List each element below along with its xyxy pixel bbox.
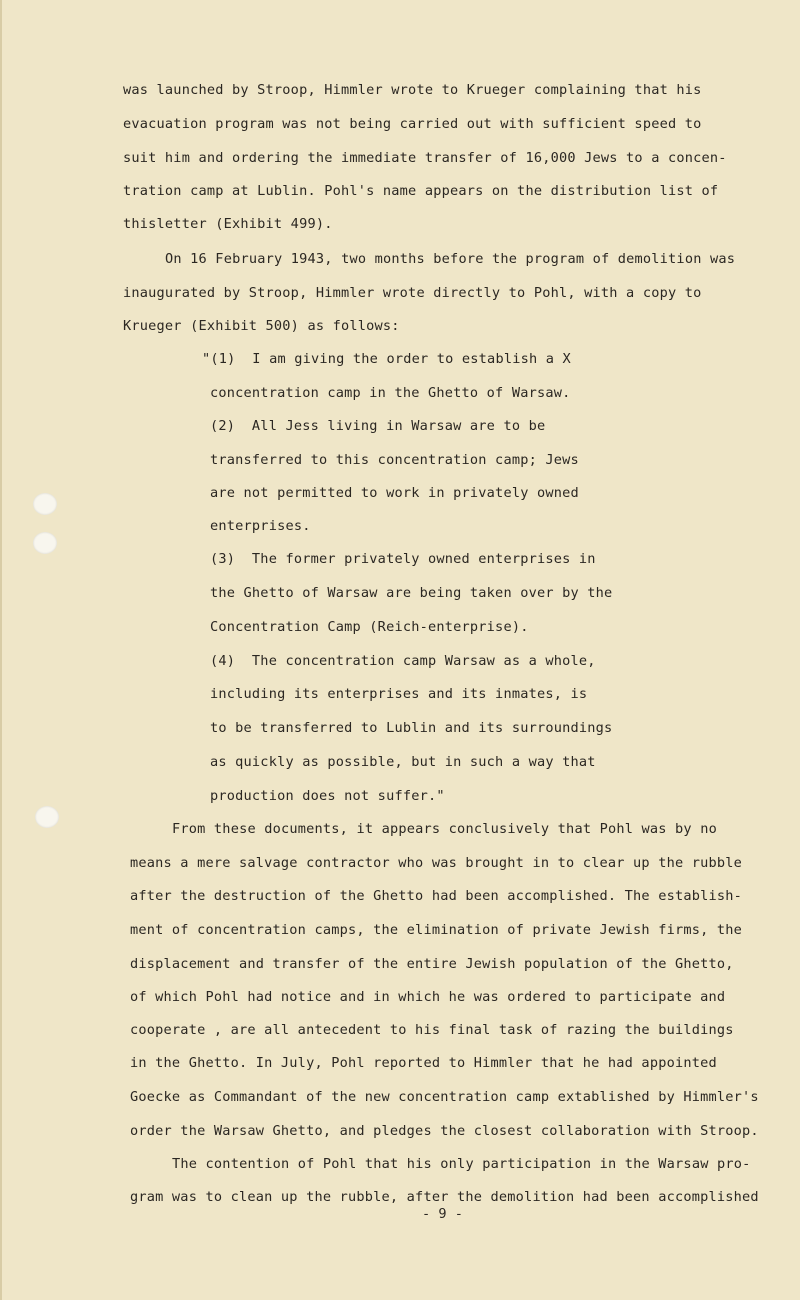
- quote-line: production does not suffer.": [210, 788, 445, 804]
- quote-line: to be transferred to Lublin and its surroundings: [210, 720, 613, 736]
- text-line: means a mere salvage contractor who was brought in to clear up the rubble: [130, 855, 743, 871]
- quote-line: "(1) I am giving the order to establish a X: [202, 351, 571, 367]
- text-line: From these documents, it appears conclusively that Pohl was by no: [172, 821, 717, 837]
- text-line: Krueger (Exhibit 500) as follows:: [123, 318, 400, 334]
- text-line: tration camp at Lublin. Pohl's name appears on the distribution list of: [123, 183, 719, 199]
- text-line: evacuation program was not being carried out with sufficient speed to: [123, 116, 702, 132]
- text-line: after the destruction of the Ghetto had been accomplished. The establish-: [130, 888, 743, 904]
- text-line: inaugurated by Stroop, Himmler wrote directly to Pohl, with a copy to: [123, 285, 702, 301]
- quote-line: as quickly as possible, but in such a way that: [210, 754, 596, 770]
- text-line: in the Ghetto. In July, Pohl reported to Himmler that he had appointed: [130, 1055, 717, 1071]
- punch-hole: [35, 806, 59, 828]
- text-line: suit him and ordering the immediate transfer of 16,000 Jews to a concen-: [123, 150, 727, 166]
- text-line: Goecke as Commandant of the new concentration camp extablished by Himmler's: [130, 1089, 759, 1105]
- quote-line: transferred to this concentration camp; Jews: [210, 452, 579, 468]
- text-line: thisletter (Exhibit 499).: [123, 216, 333, 232]
- text-line: displacement and transfer of the entire Jewish population of the Ghetto,: [130, 956, 734, 972]
- quote-line: concentration camp in the Ghetto of Warsaw.: [210, 385, 571, 401]
- text-line: The contention of Pohl that his only participation in the Warsaw pro-: [172, 1156, 751, 1172]
- text-line: gram was to clean up the rubble, after the demolition had been accomplished: [130, 1189, 759, 1205]
- quote-line: the Ghetto of Warsaw are being taken over by the: [210, 585, 613, 601]
- text-line: of which Pohl had notice and in which he was ordered to participate and: [130, 989, 726, 1005]
- text-line: was launched by Stroop, Himmler wrote to Krueger complaining that his: [123, 82, 702, 98]
- punch-hole: [33, 532, 57, 554]
- quote-line: (4) The concentration camp Warsaw as a whole,: [210, 653, 596, 669]
- text-line: order the Warsaw Ghetto, and pledges the closest collaboration with Stroop.: [130, 1123, 759, 1139]
- page-number: - 9 -: [422, 1206, 463, 1222]
- quote-line: Concentration Camp (Reich-enterprise).: [210, 619, 529, 635]
- text-line: On 16 February 1943, two months before the program of demolition was: [165, 251, 736, 267]
- punch-hole: [33, 493, 57, 515]
- quote-line: (2) All Jess living in Warsaw are to be: [210, 418, 546, 434]
- quote-line: including its enterprises and its inmates, is: [210, 686, 588, 702]
- quote-line: (3) The former privately owned enterprises in: [210, 551, 596, 567]
- quote-line: enterprises.: [210, 518, 311, 534]
- text-line: cooperate , are all antecedent to his final task of razing the buildings: [130, 1022, 734, 1038]
- quote-line: are not permitted to work in privately owned: [210, 485, 579, 501]
- text-line: ment of concentration camps, the elimination of private Jewish firms, the: [130, 922, 743, 938]
